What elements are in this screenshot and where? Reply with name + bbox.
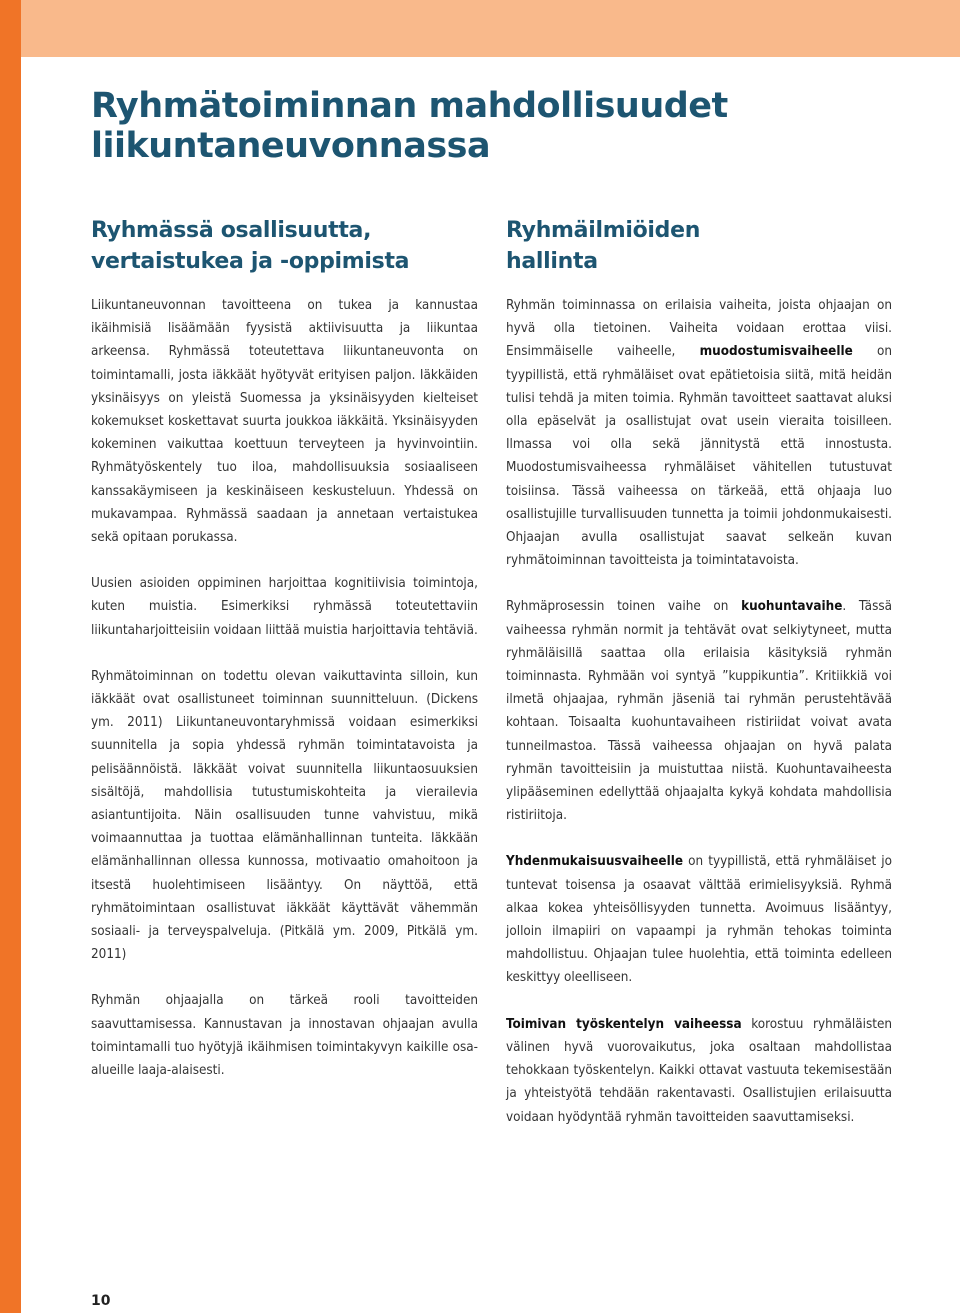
- right-column: [506, 215, 892, 1129]
- page-title: Ryhmätoiminnan mahdollisuudet liikuntaneuvonnassa: [91, 86, 728, 166]
- right-paragraph-4: Toimivan työskentelyn vaiheessa korostuu ryhmäläisten välinen hyvä vuorovaikutus, joka osaltaan mahdollistaa tehokkaan työskentelyn. Kaikki ottavat vastuuta tekemisestään ja yhteistyötä tehdään rakentavasti. Osallistujien erilaisuutta voidaan hyödyntää ryhmän tavoitteiden saavuttamiseksi.: [506, 1016, 892, 1125]
- key-term: muodostumisvaiheelle: [699, 344, 853, 360]
- page-number: 10: [91, 1293, 111, 1309]
- right-paragraph-1: Ryhmän toiminnassa on erilaisia vaiheita, joista ohjaajan on hyvä olla tietoinen. Vaiheita voidaan erottaa viisi. Ensimmäiselle vaiheelle, muodostumisvaiheelle on tyypillistä, että ryhmäläiset ovat epätietoisia siitä, mitä heidän tulisi tehdä ja miten toimia. Ryhmän tavoitteet saattavat aluksi olla epäselvät ja osallistujat ovat usein vieraita toisilleen. Ilmassa voi olla sekä jännitystä että innostusta. Muodostumisvaiheessa ryhmäläiset vähitellen tutustuvat toisiinsa. Tässä vaiheessa on tärkeää, että ohjaaja luo osallistujille turvallisuuden tunnetta ja toimii johdonmukaisesti. Ohjaajan avulla osallistujat saavat selkeän kuvan ryhmätoiminnan tavoitteista ja toimintatavoista.: [506, 298, 892, 569]
- left-paragraph-3: Ryhmätoiminnan on todettu olevan vaikuttavinta silloin, kun iäkkäät ovat osallistuneet toiminnan suunnitteluun. (Dickens ym. 2011) Liikuntaneuvontaryhmissä voidaan esimerkiksi suunnitella ja sopia yhdessä ryhmän toimintatavoista ja pelisäännöistä. Iäkkäät voivat suunnitella liikuntaosuuksien sisältöjä, mahdollisia tutustumiskohteita ja vierailevia asiantuntijoita. Näin osallisuuden tunne vahvistuu, mikä voimaannuttaa ja tuottaa elämänhallinnan tunteita. Iäkkään elämänhallinnan ollessa kunnossa, motivaatio omahoitoon ja itsestä huolehtimiseen lisääntyy. On näyttöä, että ryhmätoimintaan osallistuvat iäkkäät käyttävät vähemmän sosiaali- ja terveyspalveluja. (Pitkälä ym. 2009, Pitkälä ym. 2011): [91, 668, 478, 963]
- left-heading-line-1: Ryhmässä osallisuutta,: [91, 218, 372, 243]
- right-paragraph-2: Ryhmäprosessin toinen vaihe on kuohuntavaihe. Tässä vaiheessa ryhmän normit ja tehtävät ovat selkiytyneet, mutta ryhmäläisillä saattaa olla erilaisia käsityksiä ryhmän toiminnasta. Ryhmään voi syntyä ”kuppikuntia”. Kritiikkiä voi ilmetä ohjaajaa, ryhmän jäseniä tai ryhmän perustehtävää kohtaan. Toisaalta kuohuntavaiheen ristiriidat voivat avata tunneilmastoa. Tässä vaiheessa ohjaajan on hyvä palata ryhmän tavoitteisiin ja muistuttaa niistä. Kuohuntavaiheesta ylipääseminen edellyttää ohjaajalta kykyä kohdata mahdollisia ristiriitoja.: [506, 599, 893, 824]
- orange-side-band: [0, 0, 21, 1313]
- left-paragraph-4: Ryhmän ohjaajalla on tärkeä rooli tavoitteiden saavuttamisessa. Kannustavan ja innostavan ohjaajan avulla toimintamalli tuo hyötyjä ikäihmisen toimintakyvyn kaikille osa-alueille laaja-alaisesti.: [91, 993, 478, 1079]
- left-column: [91, 215, 478, 1082]
- left-paragraph-1: Liikuntaneuvonnan tavoitteena on tukea ja kannustaa ikäihmisiä lisäämään fyysistä aktiivisuutta ja liikuntaa arkeensa. Ryhmässä toteutettava liikuntaneuvonta on toimintamalli, josta iäkkäät hyötyvät erityisen paljon. Iäkkäiden yksinäisyys on yleistä Suomessa ja yksinäisyyden kielteiset kokemukset koskettavat suurta joukkoa iäkkäitä. Yksinäisyyden kokeminen vaikuttaa koettuun terveyteen ja hyvinvointiin. Ryhmätyöskentely tuo iloa, mahdollisuuksia sosiaaliseen kanssakäymiseen ja keskinäiseen keskusteluun. Yhdessä on mukavampaa. Ryhmässä saadaan ja annetaan vertaistukea sekä opitaan porukassa.: [91, 298, 478, 546]
- right-heading-line-2: hallinta: [506, 249, 598, 274]
- right-section-heading: [506, 215, 892, 277]
- key-term: Yhdenmukaisuusvaiheelle: [506, 854, 684, 870]
- right-heading-line-1: Ryhmäilmiöiden: [506, 218, 701, 243]
- peach-top-band: [21, 0, 960, 57]
- left-section-heading: [91, 215, 478, 277]
- right-paragraph-3: Yhdenmukaisuusvaiheelle on tyypillistä, että ryhmäläiset jo tuntevat toisensa ja osaavat välttää erimielisyyksiä. Ryhmä alkaa kokea yhteisöllisyyden tunnetta. Avoimuus lisääntyy, jolloin ilmapiiri on vapaampi ja ryhmän tehokas toiminta mahdollistuu. Ohjaajan tulee huolehtia, että toiminta edelleen keskittyy oleelliseen.: [506, 854, 892, 986]
- key-term: Toimivan työskentelyn vaiheessa: [506, 1016, 742, 1032]
- key-term: kuohuntavaihe: [741, 599, 843, 615]
- left-heading-line-2: vertaistukea ja -oppimista: [91, 249, 410, 274]
- left-paragraph-2: Uusien asioiden oppiminen harjoittaa kognitiivisia toimintoja, kuten muistia. Esimerkiksi ryhmässä toteutettaviin liikuntaharjoitteisiin voidaan liittää muistia harjoittavia tehtäviä.: [91, 576, 478, 638]
